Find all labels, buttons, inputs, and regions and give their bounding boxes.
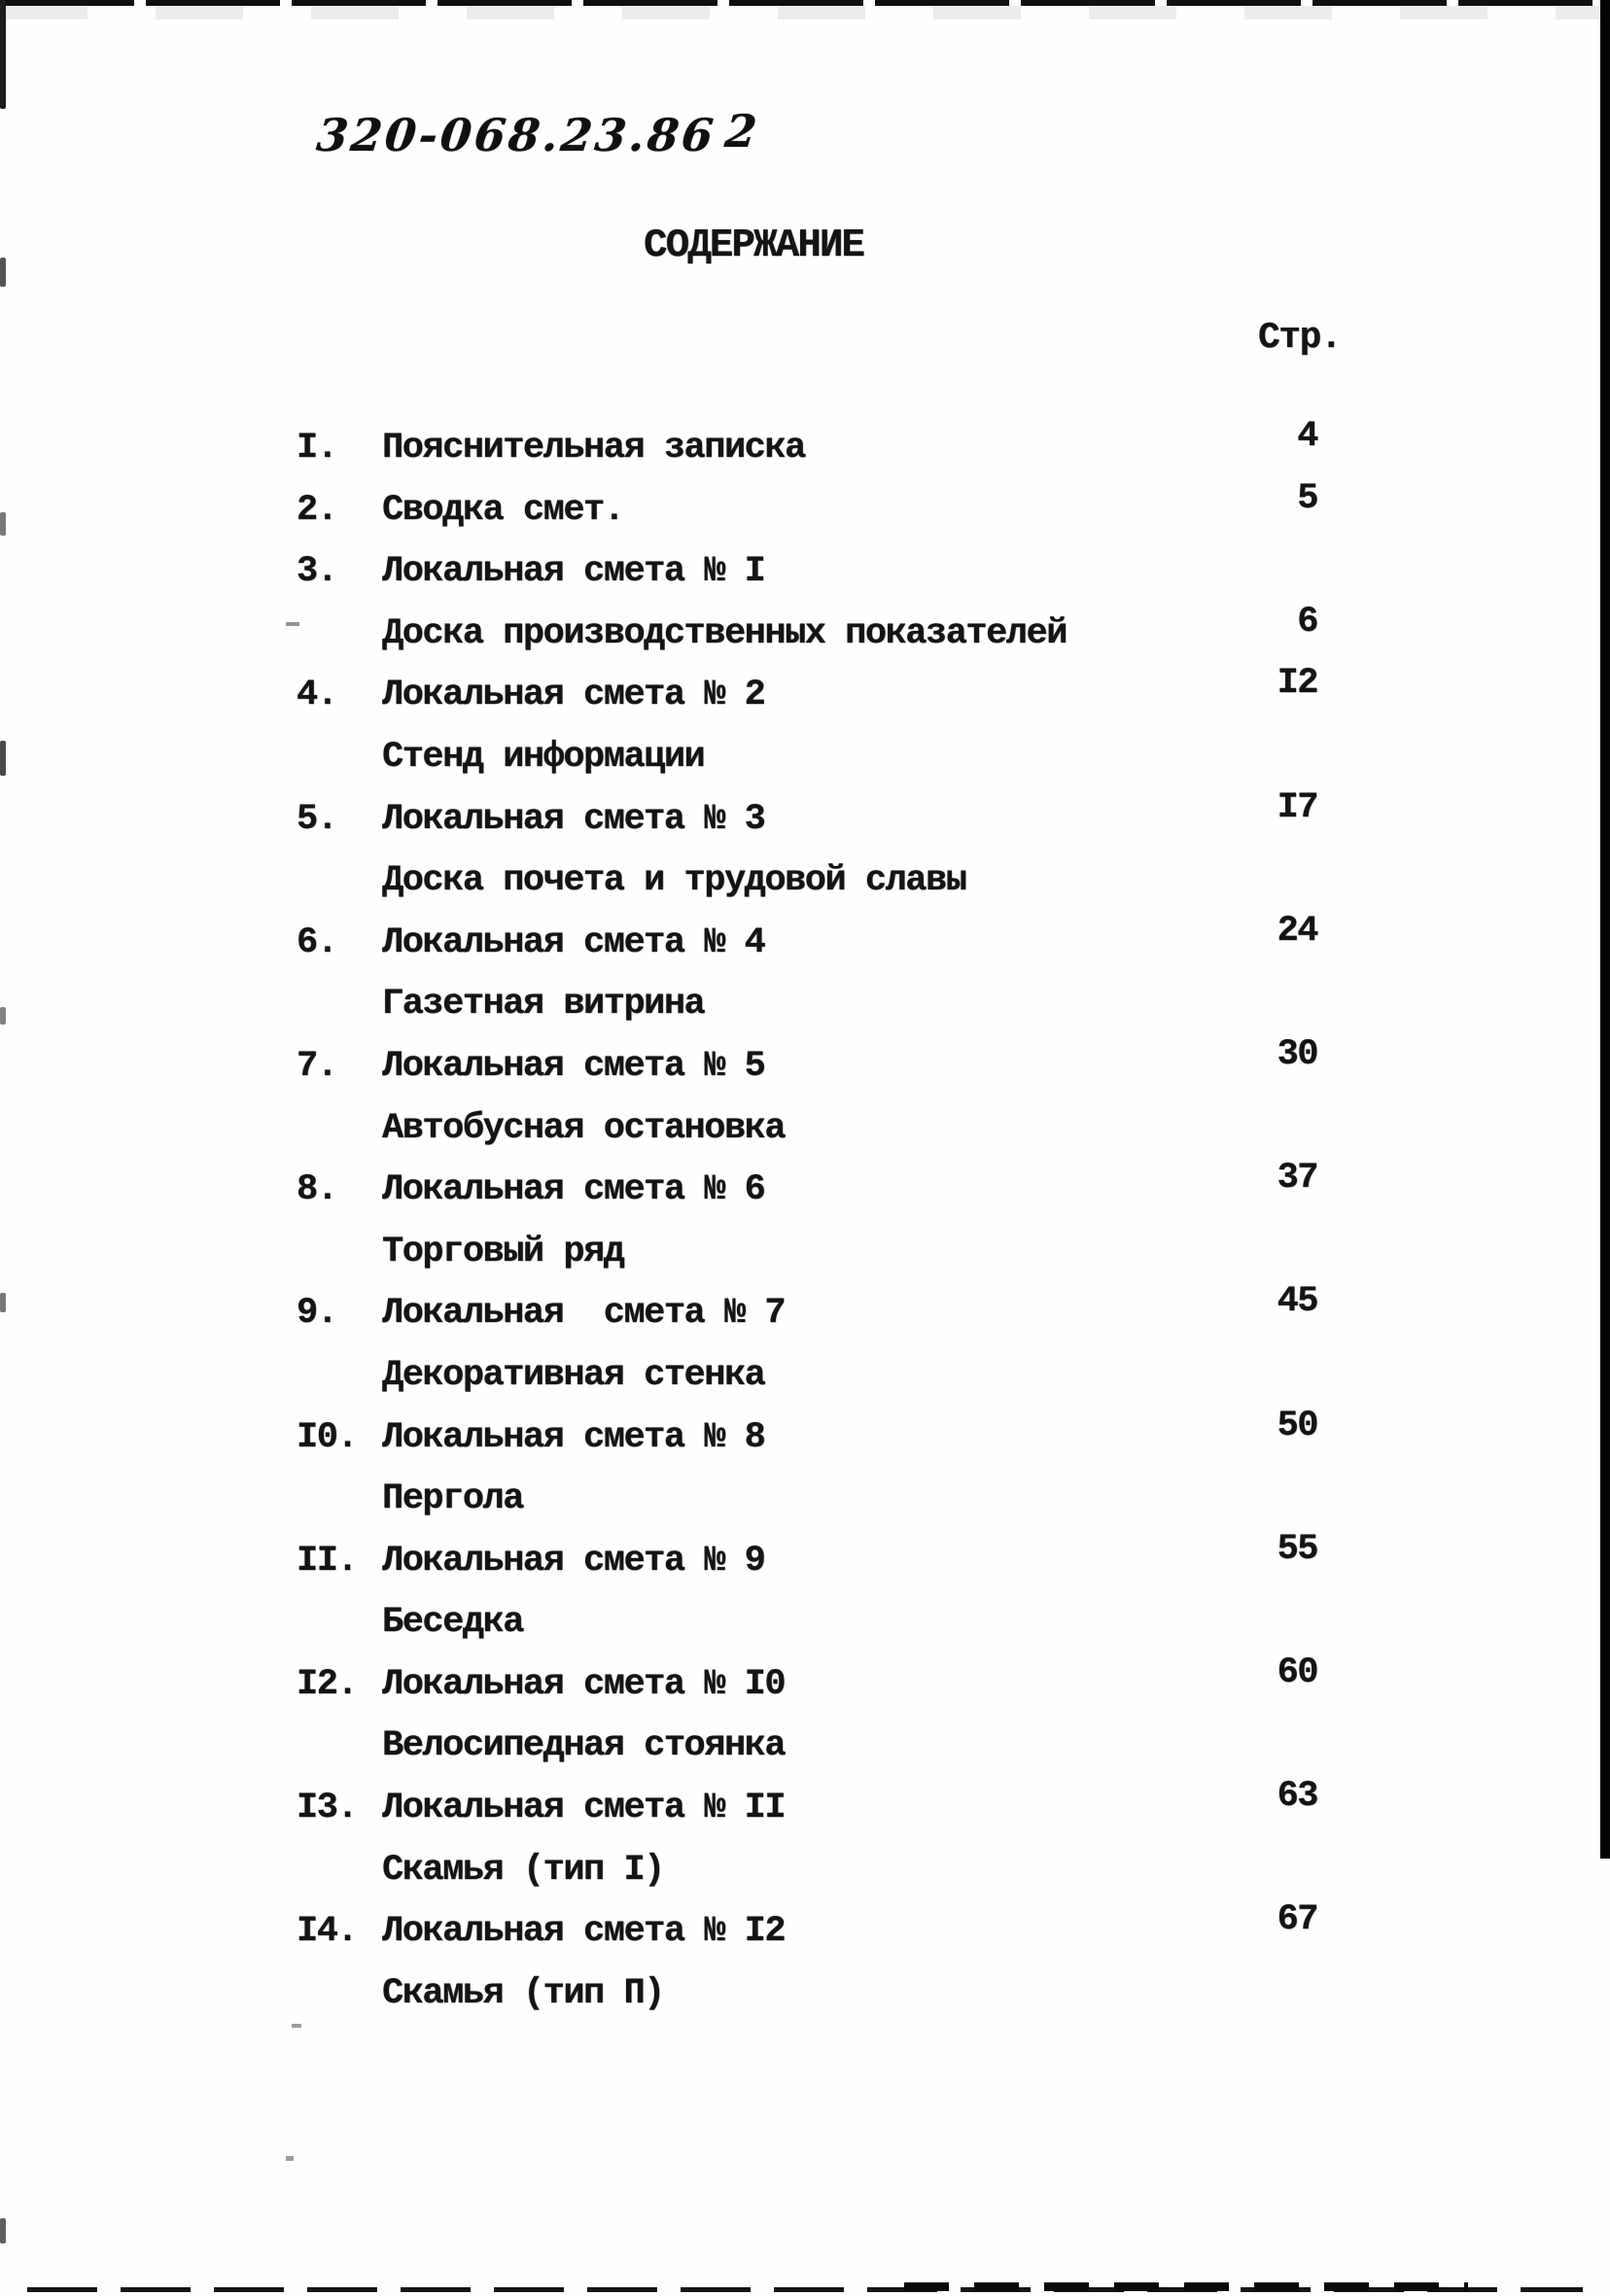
toc-item-number: I4. [297,1911,358,1953]
toc-item-title: Локальная смета № 6 [382,1169,765,1211]
toc-page-number: 45 [1277,1281,1317,1323]
toc-page-number: 63 [1277,1776,1317,1818]
toc-item-number: I2. [297,1663,358,1705]
page-number-handwritten: 2 [722,105,762,157]
scan-edge-right-band [1600,0,1610,1859]
toc-entry-line1 [297,673,1371,735]
toc-entry-line1 [297,797,1371,859]
toc-entry [297,477,1371,550]
toc-item-subtitle: Декоративная стенка [382,1354,765,1396]
toc-item-title: Локальная смета № 9 [382,1540,765,1582]
toc-entry [297,1033,1371,1167]
toc-entry-line1 [297,426,1371,488]
toc-item-subtitle: Автобусная остановка [382,1107,786,1149]
scan-edge-top-smudge [0,6,1610,19]
toc-item-title: Локальная смета № 4 [382,922,765,963]
toc-entry-line1 [297,921,1371,983]
toc-item-title: Сводка смет. [382,489,624,531]
toc-item-subtitle: Скамья (тип П) [382,1972,664,2014]
toc-page-number: 6 [1297,601,1317,643]
toc-item-number: I3. [297,1788,358,1829]
toc-item-number: II. [297,1540,358,1582]
toc-entry [297,663,1371,796]
toc-item-subtitle: Пергола [382,1478,523,1520]
toc-item-title: Локальная смета № 2 [382,675,765,716]
toc-page-number: I7 [1277,786,1317,828]
toc-entry-line1 [297,1291,1371,1353]
toc-entry-line1 [297,1786,1371,1848]
toc-entry-line2 [297,1848,1371,1910]
toc-entry-line1 [297,488,1371,550]
scan-speck [286,2156,294,2161]
toc-item-number: 2. [297,489,337,531]
toc-page-number: 24 [1277,910,1317,952]
toc-entry [297,786,1371,921]
toc-entry [297,549,1371,673]
toc-entry-line2 [297,1106,1371,1168]
toc-page-number: 4 [1297,416,1317,457]
scan-left-mark [0,741,6,776]
toc-entry-line1 [297,1044,1371,1106]
toc-entry-line1 [297,1662,1371,1724]
toc-item-number: 3. [297,551,337,593]
toc-item-number: 4. [297,675,337,716]
toc-item-subtitle: Беседка [382,1602,523,1644]
scan-left-mark [0,0,6,109]
toc-entry-line2 [297,858,1371,921]
toc-item-number: I. [297,428,337,469]
toc-item-number: I0. [297,1416,358,1458]
toc-entry [297,1405,1371,1539]
toc-entry [297,1776,1371,1909]
toc-entry-line1 [297,549,1371,611]
toc-entry-line2 [297,735,1371,797]
toc-entry-line2 [297,1230,1371,1292]
toc-page-number: 5 [1297,477,1317,519]
toc-item-number: 7. [297,1045,337,1087]
table-of-contents [297,416,1371,2033]
toc-entry [297,1652,1371,1786]
toc-entry [297,1528,1371,1662]
toc-entry [297,1899,1371,2033]
toc-item-number: 6. [297,922,337,963]
toc-page-number: 67 [1277,1899,1317,1941]
toc-entry-line2 [297,1971,1371,2034]
toc-item-subtitle: Скамья (тип I) [382,1849,664,1891]
page-title: СОДЕРЖАНИЕ [644,224,864,268]
toc-item-number: 9. [297,1293,337,1335]
scan-left-mark [0,1293,6,1312]
toc-entry-line2 [297,611,1371,674]
toc-entry [297,416,1371,488]
toc-item-subtitle: Доска производственных показателей [382,612,1067,654]
scan-edge-bottom-dark [904,2282,1468,2291]
toc-item-subtitle: Газетная витрина [382,984,705,1026]
toc-item-title: Локальная смета № 7 [382,1293,786,1335]
toc-entry [297,1158,1371,1291]
toc-item-subtitle: Стенд информации [382,736,705,778]
toc-item-title: Локальная смета № 5 [382,1045,765,1087]
toc-item-title: Локальная смета № 3 [382,798,765,840]
page-column-header: Стр. [1258,317,1342,359]
toc-item-subtitle: Велосипедная стоянка [382,1725,786,1767]
document-code-handwritten: 320-068.23.86 [314,109,719,161]
toc-entry-line2 [297,982,1371,1044]
toc-item-subtitle: Торговый ряд [382,1231,624,1272]
scan-left-mark [0,1007,6,1025]
toc-item-title: Локальная смета № I [382,551,765,593]
toc-page-number: I2 [1277,663,1317,705]
toc-page-number: 55 [1277,1528,1317,1570]
toc-item-title: Локальная смета № II [382,1788,786,1829]
toc-item-subtitle: Доска почета и трудовой славы [382,860,966,902]
toc-entry-line1 [297,1909,1371,1971]
toc-entry-line2 [297,1600,1371,1662]
toc-entry-line2 [297,1353,1371,1415]
toc-entry [297,910,1371,1044]
toc-entry-line1 [297,1415,1371,1478]
toc-item-title: Пояснительная записка [382,428,805,469]
toc-item-number: 5. [297,798,337,840]
scan-left-mark [0,512,6,536]
toc-page-number: 60 [1277,1652,1317,1693]
toc-item-number: 8. [297,1169,337,1211]
toc-page-number: 30 [1277,1033,1317,1075]
toc-page-number: 50 [1277,1405,1317,1446]
toc-entry-line1 [297,1167,1371,1230]
toc-item-title: Локальная смета № I2 [382,1911,786,1953]
toc-entry-line2 [297,1477,1371,1539]
toc-entry-line1 [297,1539,1371,1601]
scan-left-mark [0,258,6,287]
toc-item-title: Локальная смета № 8 [382,1416,765,1458]
toc-entry [297,1281,1371,1414]
toc-page-number: 37 [1277,1158,1317,1200]
toc-entry-line2 [297,1723,1371,1786]
toc-item-title: Локальная смета № I0 [382,1663,786,1705]
scan-left-mark [0,2218,6,2244]
